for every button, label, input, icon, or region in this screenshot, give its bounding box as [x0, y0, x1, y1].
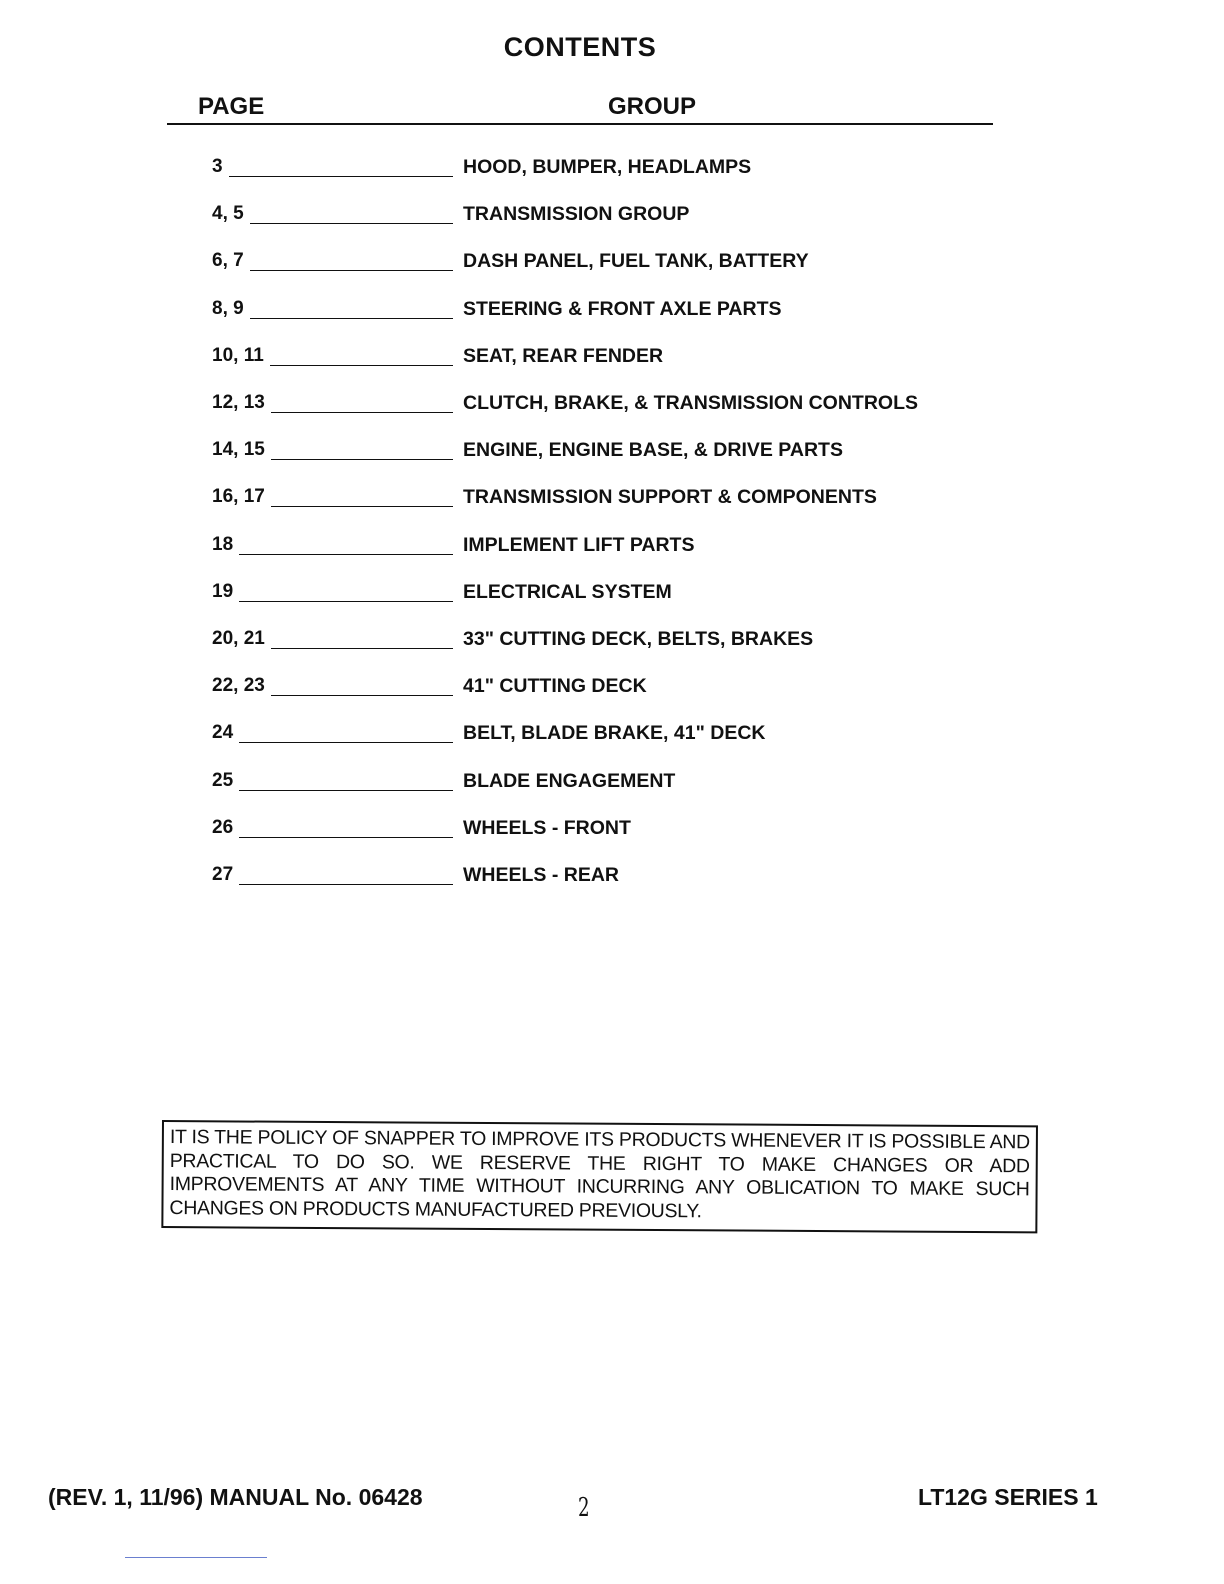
leader-line — [250, 223, 453, 224]
contents-page-ref: 19 — [212, 581, 234, 602]
column-header-group: GROUP — [608, 93, 697, 120]
contents-page-ref: 12, 13 — [212, 392, 265, 413]
contents-page-ref: 10, 11 — [212, 345, 264, 366]
contents-group-title: ELECTRICAL SYSTEM — [463, 581, 672, 603]
contents-page-ref: 27 — [212, 864, 234, 885]
leader-line — [239, 884, 453, 885]
contents-page-ref: 20, 21 — [212, 628, 265, 649]
contents-group-title: ENGINE, ENGINE BASE, & DRIVE PARTS — [463, 439, 843, 461]
footer-model-series: LT12G SERIES 1 — [918, 1484, 1098, 1510]
contents-group-title: TRANSMISSION GROUP — [463, 203, 690, 225]
leader-line — [271, 648, 453, 649]
contents-group-title: HOOD, BUMPER, HEADLAMPS — [463, 156, 752, 178]
column-header-page: PAGE — [198, 93, 265, 120]
contents-page-ref: 25 — [212, 770, 234, 791]
leader-line — [229, 176, 453, 177]
leader-line — [271, 695, 453, 696]
leader-line — [239, 790, 453, 791]
policy-notice: IT IS THE POLICY OF SNAPPER TO IMPROVE ITS PRODUCTS WHENEVER IT IS POSSIBLE AND PRACTICAL TO DO SO. WE RESERVE THE RIGHT TO MAKE CHANGES OR ADD IMPROVEMENTS AT ANY TIME WITHOUT INCURRING ANY OBLICATION TO MAKE SUCH CHANGES ON PRODUCTS MANUFACTURED PREVIOUSLY. — [161, 1120, 1038, 1233]
leader-line — [239, 554, 453, 555]
contents-group-title: WHEELS - REAR — [463, 864, 619, 886]
leader-line — [250, 270, 453, 271]
scan-edge-mark — [125, 1557, 267, 1558]
contents-page-ref: 16, 17 — [212, 486, 265, 507]
leader-line — [271, 412, 453, 413]
contents-group-title: TRANSMISSION SUPPORT & COMPONENTS — [463, 486, 877, 508]
contents-page-ref: 26 — [212, 817, 234, 838]
contents-group-title: BLADE ENGAGEMENT — [463, 770, 676, 792]
leader-line — [270, 365, 453, 366]
contents-page-ref: 8, 9 — [212, 298, 244, 319]
page-title: CONTENTS — [503, 32, 657, 62]
leader-line — [271, 459, 453, 460]
leader-line — [239, 601, 453, 602]
contents-group-title: IMPLEMENT LIFT PARTS — [463, 534, 695, 556]
contents-page-ref: 22, 23 — [212, 675, 265, 696]
leader-line — [239, 837, 453, 838]
leader-line — [239, 742, 453, 743]
contents-page-ref: 3 — [212, 156, 223, 177]
contents-page-ref: 4, 5 — [212, 203, 244, 224]
footer-page-number: 2 — [578, 1493, 590, 1523]
contents-group-title: STEERING & FRONT AXLE PARTS — [463, 298, 782, 320]
contents-group-title: BELT, BLADE BRAKE, 41" DECK — [463, 722, 766, 744]
contents-group-title: 33" CUTTING DECK, BELTS, BRAKES — [463, 628, 814, 650]
footer-manual-info: (REV. 1, 11/96) MANUAL No. 06428 — [48, 1484, 423, 1510]
contents-page-ref: 18 — [212, 534, 234, 555]
contents-group-title: WHEELS - FRONT — [463, 817, 631, 839]
contents-group-title: SEAT, REAR FENDER — [463, 345, 664, 367]
contents-group-title: DASH PANEL, FUEL TANK, BATTERY — [463, 250, 809, 272]
leader-line — [271, 506, 453, 507]
contents-page-ref: 14, 15 — [212, 439, 265, 460]
contents-group-title: CLUTCH, BRAKE, & TRANSMISSION CONTROLS — [463, 392, 918, 414]
leader-line — [250, 318, 453, 319]
contents-page-ref: 24 — [212, 722, 234, 743]
contents-page-ref: 6, 7 — [212, 250, 244, 271]
contents-group-title: 41" CUTTING DECK — [463, 675, 647, 697]
